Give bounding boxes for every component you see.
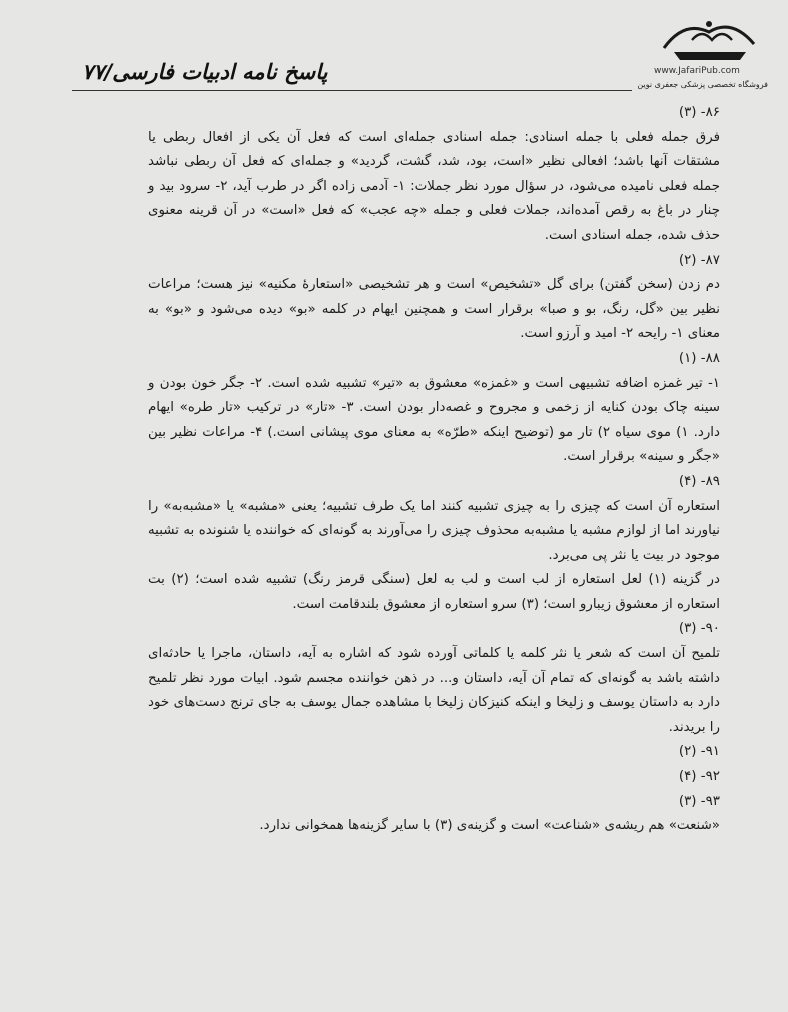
answer-explanation: فرق جمله فعلی با جمله اسنادی: جمله اسنادی جمله‌ای است که فعل آن یکی از افعال ربطی یا مشتقات آنها باشد؛ افعالی نظیر «است، بود، شد، گشت، گردید» و جمله‌ای که فعل آن ربطی نباشد جمله فعلی نامیده می‌شود، در سؤال مورد نظر جملات: ۱- آدمی زاده اگر در طرب آید، ۲- سرود بید و چنار در باغ به رقص آمده‌اند، جملات فعلی و جمله «چه عجب» که فعل «است» در آن قرینه معنوی حذف شده، جمله اسنادی است.: [148, 129, 720, 243]
answer-explanation: دم زدن (سخن گفتن) برای گل «تشخیص» است و هر تشخیصی «استعارهٔ مکنیه» نیز هست؛ مراعات نظیر بین «گل، رنگ، بو و صبا» برقرار است و همچنین ایهام در کلمه «بو» دیده می‌شود و «بو» به معنای ۱- رایحه ۲- امید و آرزو است.: [148, 277, 720, 342]
publisher-logo: [636, 14, 776, 96]
logo-caption: فروشگاه تخصصی پزشکی جعفری نوین: [637, 80, 768, 89]
answer-number: ۸۸- (۱): [678, 350, 720, 366]
bookstore-logo-icon: [654, 14, 764, 64]
answer-explanation: تلمیح آن است که شعر یا نثر کلمه یا کلماتی آورده شود که اشاره به آیه، داستان، ماجرا یا حادثه‌ای داشته باشد به گونه‌ای که تمام آن آیه، داستان و... در ذهن خواننده مجسم شود. ابیات مورد نظر تلمیح دارد به داستان یوسف و زلیخا و اینکه کنیزکان زلیخا با مشاهده جمال یوسف به جای ترنج دست‌های خود را بریدند.: [148, 646, 720, 735]
answer-explanation: در گزینه (۱) لعل استعاره از لب است و لب به لعل (سنگی قرمز رنگ) تشبیه شده است؛ (۲) بت استعاره از معشوق زیبارو است؛ (۳) سرو استعاره از معشوق بلندقامت است.: [148, 572, 720, 612]
answer-number: ۹۳- (۳): [678, 793, 720, 809]
logo-website: www.JafariPub.com: [654, 66, 740, 76]
answer-key-body: [148, 101, 720, 839]
answer-explanation: ۱- تیر غمزه اضافه تشبیهی است و «غمزه» معشوق به «تیر» تشبیه شده است. ۲- جگر خون بودن و سینه چاک بودن کنایه از زخمی و مجروح و غصه‌دار بودن است. ۳- «تار» در ترکیب «تار طره» ایهام دارد. ۱) موی سیاه ۲) تار مو (توضیح اینکه «طرّه» به معنای موی پیشانی است.) ۴- مراعات نظیر بین «جگر و سینه» برقرار است.: [148, 375, 720, 465]
answer-number: ۸۹- (۴): [678, 473, 720, 489]
answer-number: ۹۲- (۴): [678, 769, 720, 785]
page-header-title: پاسخ نامه ادبیات فارسی/۷۷: [82, 60, 328, 84]
answer-explanation: «شنعت» هم ریشه‌ی «شناعت» است و گزینه‌ی (۳) با سایر گزینه‌ها همخوانی ندارد.: [259, 818, 720, 834]
answer-number: ۹۰- (۳): [678, 621, 720, 637]
answer-explanation: استعاره آن است که چیزی را به چیزی تشبیه کنند اما یک طرف تشبیه؛ یعنی «مشبه» یا «مشبه‌به» را نیاورند اما از لوازم مشبه یا مشبه‌به محذوف چیزی را می‌آورند به گونه‌ای که خواننده یا شنونده به تشبیه موجود در بیت یا نثر پی می‌برد.: [148, 498, 720, 563]
answer-number: ۹۱- (۲): [678, 744, 720, 760]
answer-number: ۸۶- (۳): [678, 105, 720, 120]
header-divider: [72, 90, 632, 91]
answer-number: ۸۷- (۲): [678, 252, 720, 268]
